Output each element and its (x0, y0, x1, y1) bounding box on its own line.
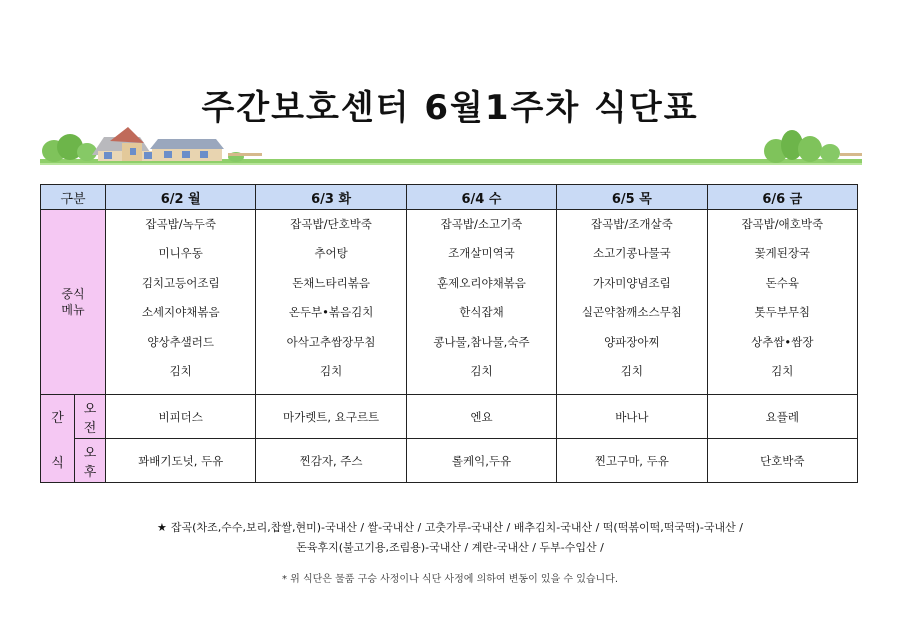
menu-item: 양상추샐러드 (147, 334, 215, 349)
lunch-cell-wed (406, 210, 556, 395)
origin-footnote-line1 (0, 518, 900, 538)
menu-item: 한식잡채 (459, 305, 504, 320)
menu-item: 김치 (169, 363, 192, 378)
menu-item: 아삭고추쌈장무침 (286, 334, 376, 349)
snack-label-char: 간 (51, 410, 64, 426)
day-header: 6/4 수 (406, 185, 556, 210)
pm-snack-row (41, 439, 858, 483)
menu-item: 미니우동 (158, 246, 203, 261)
weekly-menu-table (40, 184, 858, 483)
am-snack-cell: 비피더스 (106, 395, 256, 439)
snack-label (41, 395, 75, 483)
lunch-menu-label (41, 210, 106, 395)
pm-snack-cell: 꽈배기도넛, 두유 (106, 439, 256, 483)
menu-item: 김치고등어조림 (141, 275, 220, 290)
pm-snack-cell: 찐고구마, 두유 (557, 439, 707, 483)
menu-item: 잡곡밥/애호박죽 (741, 217, 824, 231)
snack-label-char: 식 (51, 455, 64, 471)
menu-item: 잡곡밥/조개살죽 (591, 217, 673, 231)
menu-item: 실곤약참깨소스무침 (581, 305, 682, 320)
pm-label-char: 오 (83, 445, 97, 461)
origin-footnote (0, 518, 900, 558)
day-header: 6/3 화 (256, 185, 406, 210)
menu-item: 콩나물,참나물,숙주 (433, 334, 530, 349)
menu-item: 김치 (771, 363, 794, 378)
pm-label-char: 후 (83, 464, 97, 480)
am-label-char: 오 (83, 401, 97, 417)
menu-item: 잡곡밥/소고기죽 (440, 217, 523, 231)
menu-item: 돈수육 (765, 275, 799, 290)
menu-item: 소고기콩나물국 (592, 246, 671, 261)
category-header: 구분 (41, 185, 106, 210)
menu-item: 가자미양념조림 (592, 275, 671, 290)
menu-item: 잡곡밥/녹두죽 (145, 217, 216, 231)
menu-item: 김치 (620, 363, 643, 378)
pm-snack-cell: 단호박죽 (707, 439, 857, 483)
am-snack-cell: 마가렛트, 요구르트 (256, 395, 406, 439)
am-label-char: 전 (83, 420, 97, 436)
page-title: 주간보호센터 6월1주차 식단표 (201, 88, 699, 128)
pm-snack-cell: 찐감자, 주스 (256, 439, 406, 483)
origin-text-1: 잡곡(차조,수수,보리,찹쌀,현미)-국내산 / 쌀-국내산 / 고춧가루-국내산 / 배추김치-국내산 / 떡(떡볶이떡,떡국떡)-국내산 / (170, 521, 743, 534)
lunch-cell-mon (106, 210, 256, 395)
am-snack-cell: 바나나 (557, 395, 707, 439)
day-header: 6/6 금 (707, 185, 857, 210)
menu-item: 김치 (319, 363, 343, 378)
am-snack-cell: 요플레 (707, 395, 857, 439)
lunch-row (41, 210, 858, 395)
day-header: 6/2 월 (106, 185, 256, 210)
origin-footnote-line2: 돈육후지(불고기용,조림용)-국내산 / 계란-국내산 / 두부-수입산 / (296, 541, 604, 554)
menu-item: 조개살미역국 (448, 246, 515, 261)
menu-item: 소세지야채볶음 (141, 305, 220, 320)
menu-item: 꽃게된장국 (754, 246, 811, 261)
menu-item: 톳두부무침 (754, 305, 811, 320)
lunch-cell-tue (256, 210, 406, 395)
menu-item: 상추쌈•쌈장 (751, 334, 814, 349)
am-snack-row (41, 395, 858, 439)
house-landscape-illustration (40, 125, 862, 175)
menu-item: 김치 (470, 363, 493, 378)
lunch-label-text: 중식 메뉴 (61, 287, 85, 317)
change-notice: * 위 식단은 물품 구승 사정이나 식단 사정에 의하여 변동이 있을 수 있습니다. (281, 574, 619, 585)
star-icon: ★ (157, 521, 167, 534)
pm-snack-cell: 롤케익,두유 (406, 439, 556, 483)
menu-item: 양파장아찌 (604, 334, 660, 349)
lunch-cell-thu (557, 210, 707, 395)
lunch-cell-fri (707, 210, 857, 395)
menu-item: 잡곡밥/단호박죽 (290, 217, 372, 231)
pm-label (75, 439, 106, 483)
menu-item: 추어탕 (314, 246, 348, 261)
menu-item: 훈제오리야채볶음 (437, 275, 526, 290)
header-row (41, 185, 858, 210)
menu-item: 돈채느타리볶음 (292, 275, 370, 290)
am-snack-cell: 엔요 (406, 395, 556, 439)
day-header: 6/5 목 (557, 185, 707, 210)
am-label (75, 395, 106, 439)
menu-item: 온두부•볶음김치 (288, 305, 374, 320)
